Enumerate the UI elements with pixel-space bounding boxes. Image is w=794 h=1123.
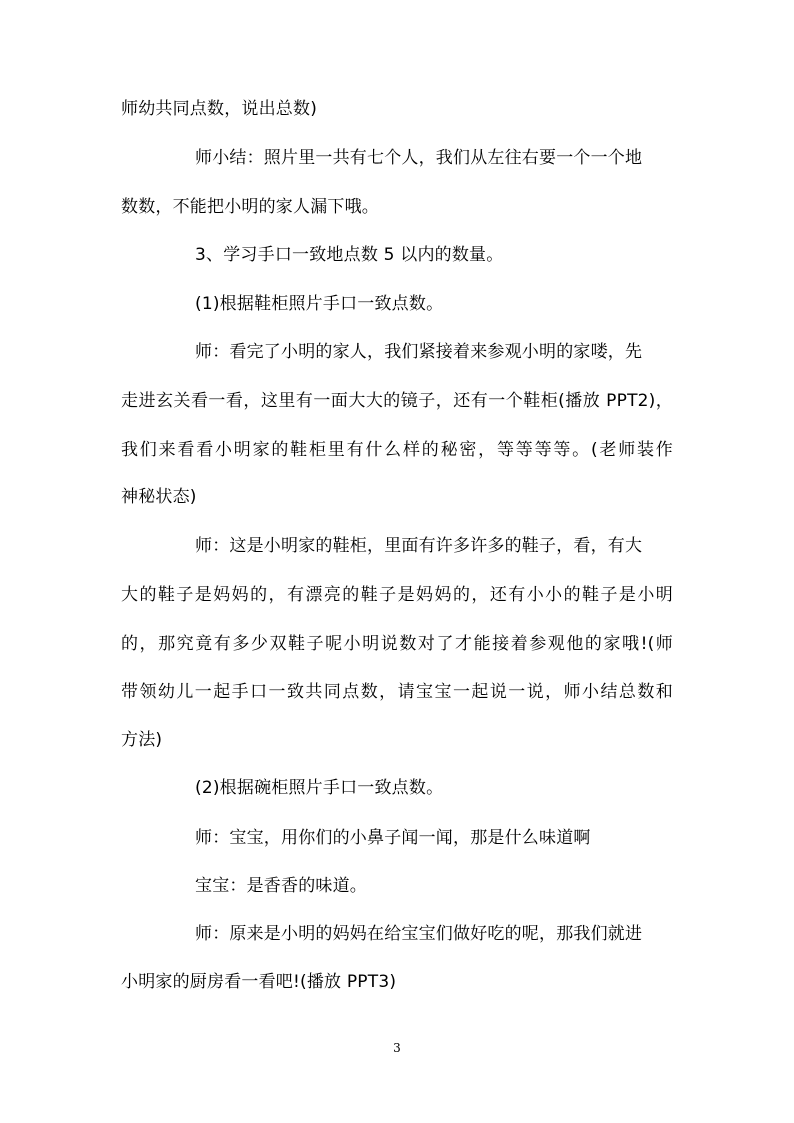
text-line: 小明家的厨房看一看吧!(播放 PPT3) — [121, 972, 397, 992]
subsection-heading: (2)根据碗柜照片手口一致点数。 — [195, 778, 444, 798]
text-line: 师：看完了小明的家人，我们紧接着来参观小明的家喽，先 — [195, 342, 643, 362]
page-number: 3 — [393, 1041, 401, 1055]
text-line: 带领幼儿一起手口一致共同点数，请宝宝一起说一说，师小结总数和 — [121, 682, 673, 702]
text-line: 宝宝：是香香的味道。 — [195, 876, 367, 896]
text-line: 神秘状态) — [121, 487, 197, 507]
text-line: 师小结：照片里一共有七个人，我们从左往右要一个一个地 — [195, 148, 643, 168]
subsection-heading: (1)根据鞋柜照片手口一致点数。 — [195, 294, 444, 314]
text-line: 数数，不能把小明的家人漏下哦。 — [121, 197, 379, 217]
text-line: 师：宝宝，用你们的小鼻子闻一闻，那是什么味道啊 — [195, 828, 591, 848]
text-line: 的，那究竟有多少双鞋子呢小明说数对了才能接着参观他的家哦!(师 — [121, 634, 673, 654]
section-heading: 3、学习手口一致地点数 5 以内的数量。 — [195, 245, 504, 265]
text-line: 师：这是小明家的鞋柜，里面有许多许多的鞋子，看，有大 — [195, 536, 643, 556]
text-line: 师幼共同点数，说出总数) — [121, 99, 318, 119]
text-line: 我们来看看小明家的鞋柜里有什么样的秘密，等等等等。(老师装作 — [121, 440, 673, 460]
text-line: 大的鞋子是妈妈的，有漂亮的鞋子是妈妈的，还有小小的鞋子是小明 — [121, 585, 673, 605]
text-line: 师：原来是小明的妈妈在给宝宝们做好吃的呢，那我们就进 — [195, 924, 643, 944]
text-line: 方法) — [121, 730, 163, 750]
text-line: 走进玄关看一看，这里有一面大大的镜子，还有一个鞋柜(播放 PPT2)， — [121, 391, 673, 411]
